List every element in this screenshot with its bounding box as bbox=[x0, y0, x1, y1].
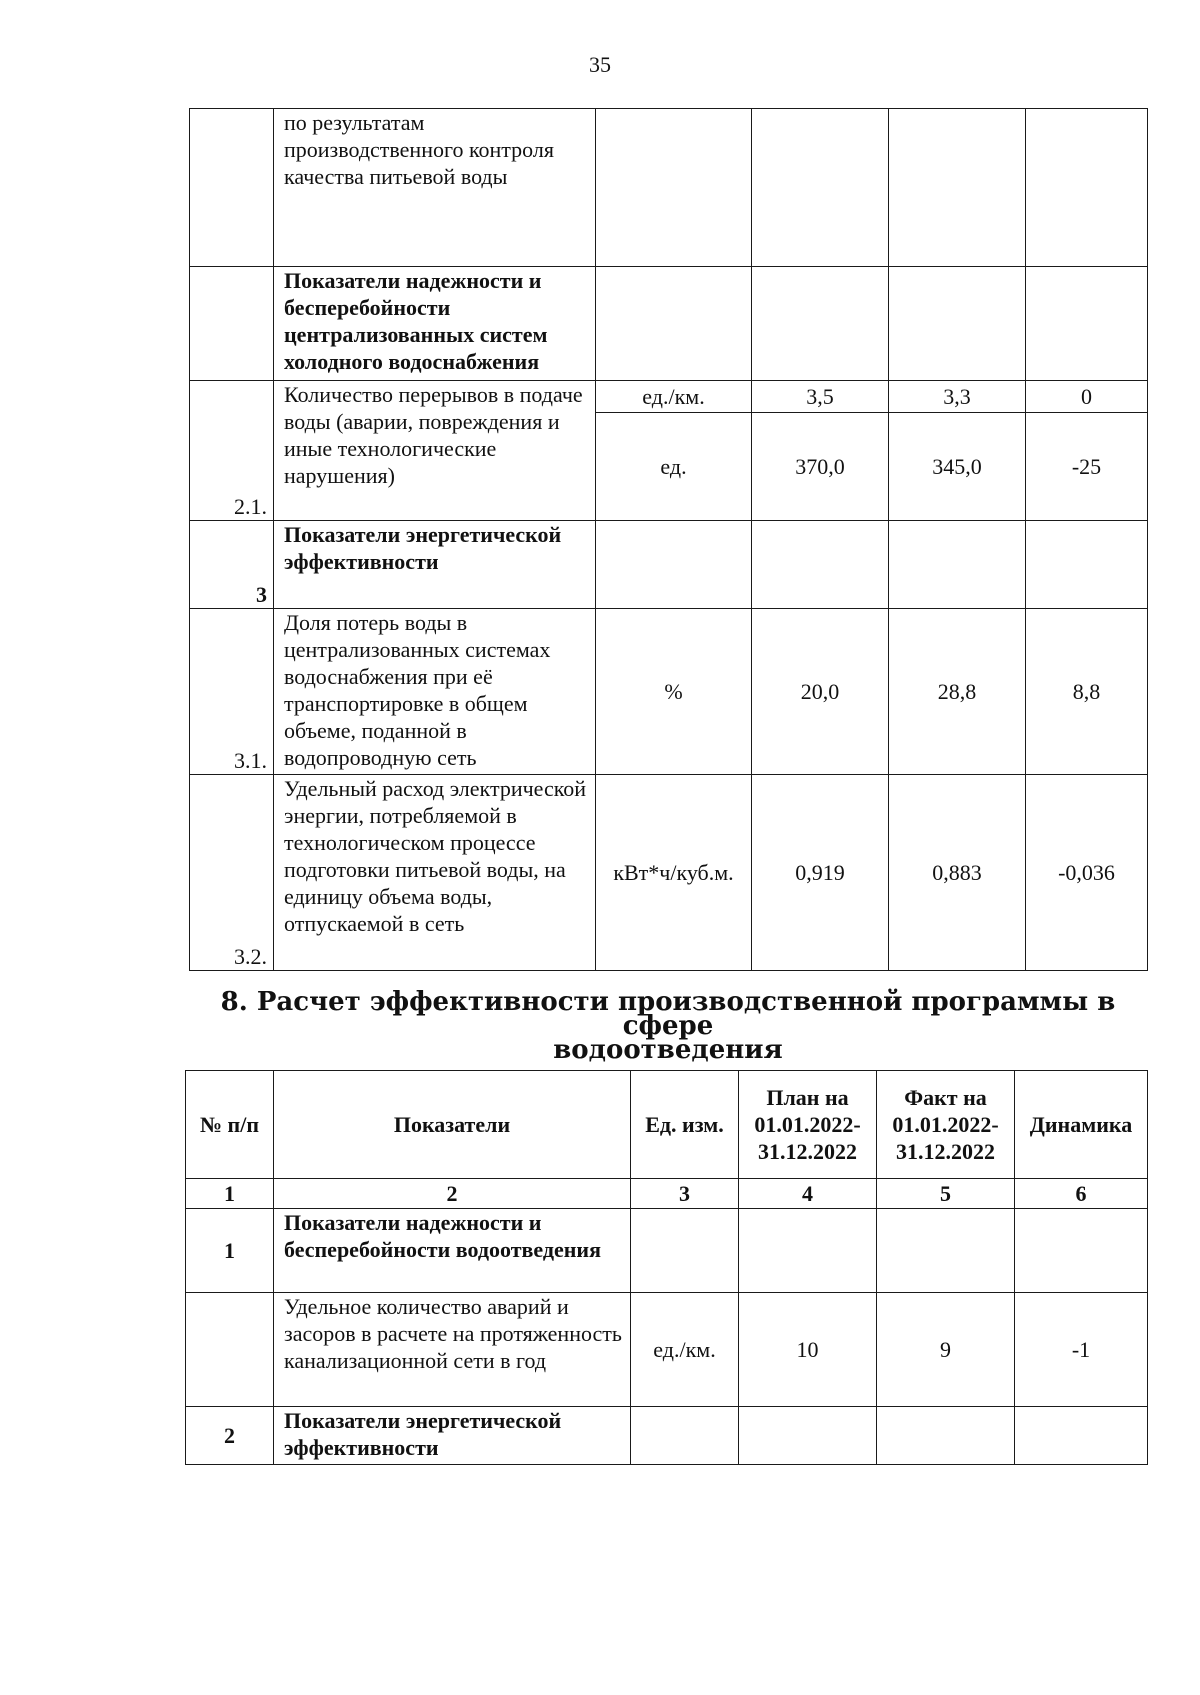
plan-cell: 3,5 bbox=[752, 381, 889, 413]
table-row bbox=[186, 1293, 1148, 1407]
dynamics-cell bbox=[1026, 109, 1148, 267]
unit-cell bbox=[596, 521, 752, 609]
plan-cell: 0,919 bbox=[752, 775, 889, 971]
plan-cell bbox=[752, 109, 889, 267]
plan-cell bbox=[739, 1407, 877, 1465]
section-title-line-1: 8. Расчет эффективности производственной программы в сфере bbox=[220, 987, 1116, 1041]
header-dynamics: Динамика bbox=[1015, 1071, 1148, 1179]
row-number bbox=[190, 267, 274, 381]
unit-cell: ед./км. bbox=[596, 381, 752, 413]
indicator-label: Доля потерь воды в централизованных системах водоснабжения при её транспортировке в общем объеме, поданной в водопроводную сеть bbox=[274, 609, 596, 775]
row-number: 1 bbox=[186, 1209, 274, 1293]
fact-cell: 345,0 bbox=[889, 413, 1026, 521]
unit-cell: ед. bbox=[596, 413, 752, 521]
dynamics-cell bbox=[1015, 1209, 1148, 1293]
indicator-label: по результатам производственного контроля качества питьевой воды bbox=[274, 109, 596, 267]
dynamics-cell bbox=[1026, 267, 1148, 381]
dynamics-cell: -1 bbox=[1015, 1293, 1148, 1407]
fact-cell: 0,883 bbox=[889, 775, 1026, 971]
row-number bbox=[186, 1293, 274, 1407]
plan-cell: 370,0 bbox=[752, 413, 889, 521]
plan-cell: 20,0 bbox=[752, 609, 889, 775]
dynamics-cell: 8,8 bbox=[1026, 609, 1148, 775]
header-indicators: Показатели bbox=[274, 1071, 631, 1179]
column-number: 1 bbox=[186, 1179, 274, 1209]
fact-cell bbox=[889, 109, 1026, 267]
column-number: 4 bbox=[739, 1179, 877, 1209]
water-supply-indicators-table bbox=[189, 108, 1148, 971]
indicator-label: Удельный расход электрической энергии, потребляемой в технологическом процессе подготовки питьевой воды, на единицу объема воды, отпускаемой в сеть bbox=[274, 775, 596, 971]
column-number: 2 bbox=[274, 1179, 631, 1209]
table-row bbox=[186, 1407, 1148, 1465]
unit-cell bbox=[631, 1407, 739, 1465]
column-number: 6 bbox=[1015, 1179, 1148, 1209]
section-title-line-2: водоотведения bbox=[553, 1035, 783, 1065]
header-unit: Ед. изм. bbox=[631, 1071, 739, 1179]
unit-cell bbox=[596, 109, 752, 267]
dynamics-cell bbox=[1026, 521, 1148, 609]
fact-cell: 3,3 bbox=[889, 381, 1026, 413]
dynamics-cell: -25 bbox=[1026, 413, 1148, 521]
indicator-label: Удельное количество аварий и засоров в расчете на протяженность канализационной сети в год bbox=[274, 1293, 631, 1407]
dynamics-cell: -0,036 bbox=[1026, 775, 1148, 971]
plan-cell: 10 bbox=[739, 1293, 877, 1407]
dynamics-cell: 0 bbox=[1026, 381, 1148, 413]
dynamics-cell bbox=[1015, 1407, 1148, 1465]
table-row bbox=[190, 109, 1148, 267]
fact-cell bbox=[877, 1209, 1015, 1293]
table-row bbox=[190, 521, 1148, 609]
header-number: № п/п bbox=[186, 1071, 274, 1179]
section-heading: Показатели надежности и бесперебойности централизованных систем холодного водоснабжения bbox=[274, 267, 596, 381]
unit-cell bbox=[631, 1209, 739, 1293]
plan-cell bbox=[752, 521, 889, 609]
unit-cell: % bbox=[596, 609, 752, 775]
row-number: 3 bbox=[190, 521, 274, 609]
wastewater-indicators-table bbox=[185, 1070, 1148, 1465]
plan-cell bbox=[739, 1209, 877, 1293]
table-row bbox=[190, 775, 1148, 971]
unit-cell bbox=[596, 267, 752, 381]
row-number: 3.1. bbox=[190, 609, 274, 775]
column-number: 5 bbox=[877, 1179, 1015, 1209]
row-number: 3.2. bbox=[190, 775, 274, 971]
unit-cell: кВт*ч/куб.м. bbox=[596, 775, 752, 971]
section-heading: Показатели надежности и бесперебойности водоотведения bbox=[274, 1209, 631, 1293]
row-number: 2 bbox=[186, 1407, 274, 1465]
unit-cell: ед./км. bbox=[631, 1293, 739, 1407]
row-number: 2.1. bbox=[190, 381, 274, 521]
fact-cell: 28,8 bbox=[889, 609, 1026, 775]
plan-cell bbox=[752, 267, 889, 381]
fact-cell: 9 bbox=[877, 1293, 1015, 1407]
column-number-row bbox=[186, 1179, 1148, 1209]
fact-cell bbox=[889, 521, 1026, 609]
header-fact: Факт на 01.01.2022-31.12.2022 bbox=[877, 1071, 1015, 1179]
table-row bbox=[190, 381, 1148, 413]
table-row bbox=[186, 1209, 1148, 1293]
column-number: 3 bbox=[631, 1179, 739, 1209]
fact-cell bbox=[877, 1407, 1015, 1465]
table-row bbox=[190, 609, 1148, 775]
header-plan: План на 01.01.2022-31.12.2022 bbox=[739, 1071, 877, 1179]
row-number bbox=[190, 109, 274, 267]
table-row bbox=[190, 267, 1148, 381]
section-heading: Показатели энергетической эффективности bbox=[274, 521, 596, 609]
indicator-label: Количество перерывов в подаче воды (аварии, повреждения и иные технологические нарушения) bbox=[274, 381, 596, 521]
fact-cell bbox=[889, 267, 1026, 381]
section-8-title bbox=[189, 987, 1147, 1065]
page-number: 35 bbox=[589, 52, 611, 77]
table-header-row bbox=[186, 1071, 1148, 1179]
section-heading: Показатели энергетической эффективности bbox=[274, 1407, 631, 1465]
